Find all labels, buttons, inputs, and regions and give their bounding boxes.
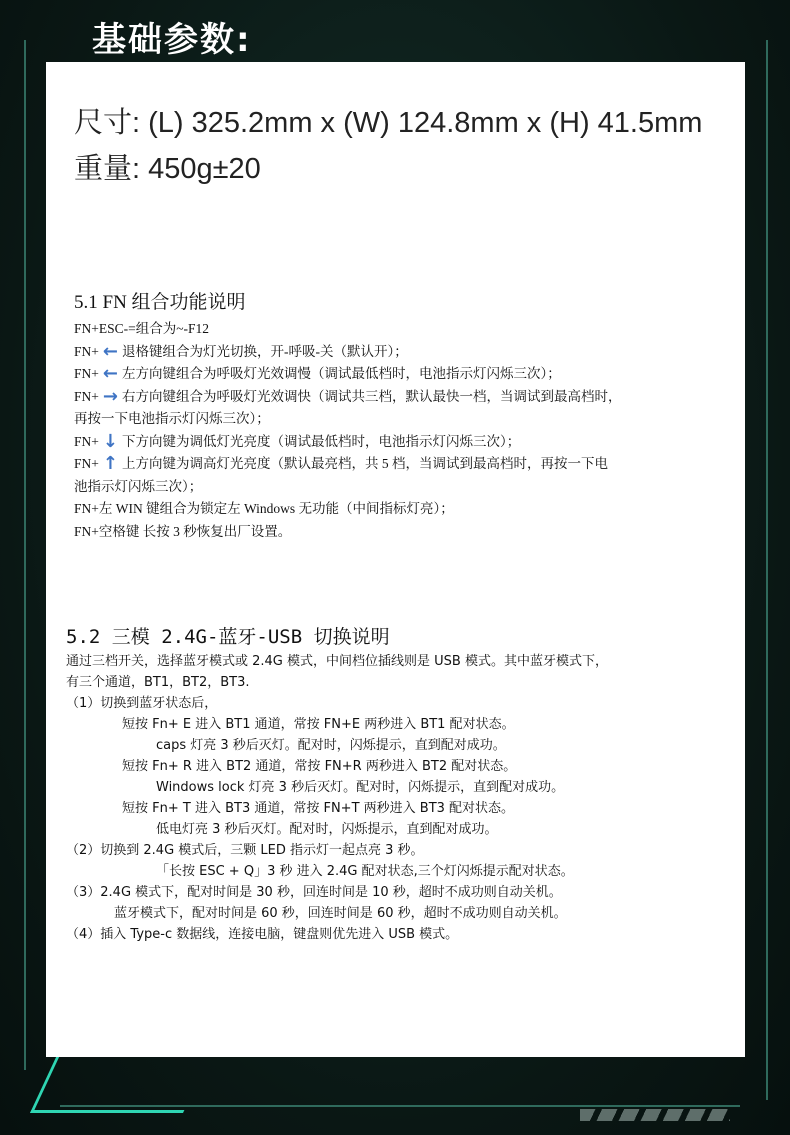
mode-line: 「长按 ESC + Q」3 秒 进入 2.4G 配对状态,三个灯闪烁提示配对状态。 bbox=[156, 864, 574, 879]
arrow-up-icon: ↑ bbox=[102, 453, 118, 474]
mode-line: 低电灯亮 3 秒后灭灯。配对时，闪烁提示，直到配对成功。 bbox=[156, 822, 498, 837]
fn-line bbox=[74, 341, 724, 364]
arrow-down-icon: ↓ bbox=[102, 430, 118, 452]
fn-line-prefix: FN+ bbox=[74, 366, 99, 381]
fn-line-text: 退格键组合为灯光切换，开-呼吸-关（默认开）； bbox=[121, 343, 408, 359]
fn-line bbox=[74, 318, 724, 341]
fn-line bbox=[74, 363, 724, 386]
mode-line: 蓝牙模式下，配对时间是 60 秒，回连时间是 60 秒，超时不成功则自动关机。 bbox=[114, 906, 567, 921]
mode-line: （3）2.4G 模式下，配对时间是 30 秒，回连时间是 10 秒，超时不成功则自动关机。 bbox=[66, 885, 562, 900]
arrow-left-icon: ← bbox=[102, 340, 118, 362]
hatch-stripes bbox=[580, 1109, 730, 1121]
fn-line bbox=[74, 476, 724, 499]
fn-line-prefix: 池指示灯闪烁三次）； bbox=[74, 478, 203, 494]
arrow-right-icon: → bbox=[102, 385, 118, 407]
fn-line-text: 左方向键组合为呼吸灯光效调慢（调试最低档时，电池指示灯闪烁三次）； bbox=[121, 366, 561, 381]
fn-line-prefix: FN+ bbox=[74, 343, 99, 359]
fn-line bbox=[74, 408, 724, 431]
mode-line: 短按 Fn+ T 进入 BT3 通道，常按 FN+T 两秒进入 BT3 配对状态。 bbox=[122, 801, 515, 816]
fn-line-prefix: FN+ESC-=组合为~-F12 bbox=[74, 321, 210, 336]
mode-line: 有三个通道，BT1，BT2，BT3. bbox=[66, 675, 250, 690]
mode-section-title: 5.2 三模 2.4G-蓝牙-USB 切换说明 bbox=[66, 626, 390, 648]
mode-line: 短按 Fn+ R 进入 BT2 通道，常按 FN+R 两秒进入 BT2 配对状态。 bbox=[122, 759, 517, 774]
fn-section-title: 5.1 FN 组合功能说明 bbox=[74, 292, 246, 313]
mode-lines bbox=[66, 651, 736, 945]
mode-line: 通过三档开关，选择蓝牙模式或 2.4G 模式，中间档位插线则是 USB 模式。其中蓝牙模式下， bbox=[66, 654, 608, 669]
fn-line-prefix: FN+ bbox=[74, 388, 99, 404]
fn-section bbox=[74, 287, 724, 543]
dimensions-spec: 尺寸: (L) 325.2mm x (W) 124.8mm x (H) 41.5mm bbox=[74, 107, 703, 139]
fn-line bbox=[74, 431, 724, 454]
fn-line-text: 下方向键为调低灯光亮度（调试最低档时，电池指示灯闪烁三次）； bbox=[121, 433, 521, 449]
mode-line: （2）切换到 2.4G 模式后，三颗 LED 指示灯一起点亮 3 秒。 bbox=[66, 843, 424, 858]
mode-line: 短按 Fn+ E 进入 BT1 通道，常按 FN+E 两秒进入 BT1 配对状态。 bbox=[122, 717, 515, 732]
fn-line bbox=[74, 498, 724, 521]
mode-line: （1）切换到蓝牙状态后， bbox=[66, 696, 218, 711]
fn-line-text: 上方向键为调高灯光亮度（默认最亮档，共 5 档，当调试到最高档时，再按一下电 bbox=[121, 456, 608, 471]
fn-lines bbox=[74, 318, 724, 543]
fn-line-prefix: FN+空格键 长按 3 秒恢复出厂设置。 bbox=[74, 523, 292, 539]
mode-section bbox=[66, 622, 736, 945]
mode-line: caps 灯亮 3 秒后灭灯。配对时，闪烁提示，直到配对成功。 bbox=[156, 738, 506, 753]
fn-line-prefix: 再按一下电池指示灯闪烁三次）； bbox=[74, 411, 270, 426]
fn-line-text: 右方向键组合为呼吸灯光效调快（调试共三档，默认最快一档，当调试到最高档时， bbox=[121, 388, 622, 404]
fn-line bbox=[74, 521, 724, 544]
fn-line bbox=[74, 386, 724, 409]
page-title: 基础参数: bbox=[92, 20, 252, 60]
mode-line: Windows lock 灯亮 3 秒后灭灯。配对时，闪烁提示，直到配对成功。 bbox=[156, 780, 565, 795]
frame-right-line bbox=[766, 40, 768, 1100]
weight-spec: 重量: 450g±20 bbox=[74, 153, 261, 185]
fn-line-prefix: FN+左 WIN 键组合为锁定左 Windows 无功能（中间指标灯亮）； bbox=[74, 501, 454, 516]
mode-line: （4）插入 Type-c 数据线，连接电脑，键盘则优先进入 USB 模式。 bbox=[66, 927, 459, 942]
spec-sheet bbox=[46, 62, 745, 1057]
fn-line bbox=[74, 453, 724, 476]
arrow-left-icon: ← bbox=[102, 363, 118, 384]
fn-line-prefix: FN+ bbox=[74, 433, 99, 449]
frame-left-line bbox=[24, 40, 26, 1070]
fn-line-prefix: FN+ bbox=[74, 456, 99, 471]
